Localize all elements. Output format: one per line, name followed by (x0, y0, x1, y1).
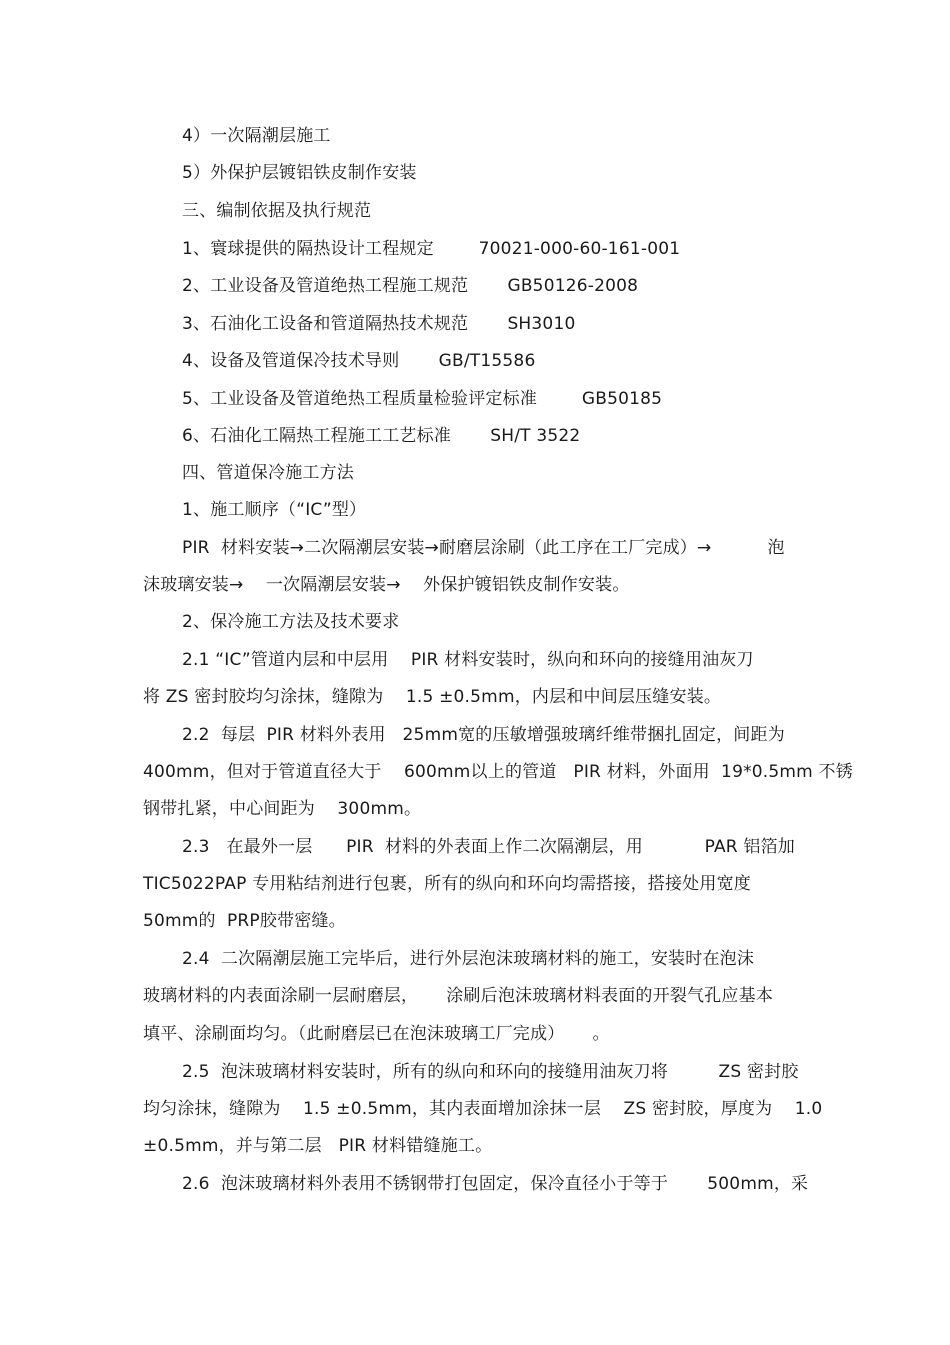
paragraph-line: 填平、涂刷面均匀。（此耐磨层已在泡沫玻璃工厂完成） 。 (143, 1024, 610, 1044)
paragraph-line: PIR 材料安装→二次隔潮层安装→耐磨层涂刷（此工序在工厂完成）→ 泡 (182, 538, 785, 558)
paragraph-line: ±0.5mm，并与第二层 PIR 材料错缝施工。 (143, 1136, 493, 1156)
paragraph-line: 2.3 在最外一层 PIR 材料的外表面上作二次隔潮层，用 PAR 铝箔加 (182, 837, 796, 857)
paragraph-line: 50mm的 PRP胶带密缝。 (143, 911, 346, 931)
paragraph-line: TIC5022PAP 专用粘结剂进行包裹，所有的纵向和环向均需搭接，搭接处用宽度 (143, 874, 751, 894)
paragraph-line: 将 ZS 密封胶均匀涂抹，缝隙为 1.5 ±0.5mm，内层和中间层压缝安装。 (143, 687, 722, 707)
paragraph-line: 2.6 泡沫玻璃材料外表用不锈钢带打包固定，保冷直径小于等于 500mm，采 (182, 1174, 809, 1194)
list-item-5: 5）外保护层镀铝铁皮制作安装 (182, 163, 417, 183)
subheading-sequence: 1、施工顺序（“IC”型） (182, 500, 367, 520)
section-heading-4: 四、管道保冷施工方法 (182, 463, 354, 483)
paragraph-line: 均匀涂抹，缝隙为 1.5 ±0.5mm，其内表面增加涂抹一层 ZS 密封胶，厚度为 1.0 (143, 1099, 823, 1119)
paragraph-line: 2.4 二次隔潮层施工完毕后，进行外层泡沫玻璃材料的施工，安装时在泡沫 (182, 949, 755, 969)
paragraph-line: 2.1 “IC”管道内层和中层用 PIR 材料安装时，纵向和环向的接缝用油灰刀 (182, 650, 754, 670)
section-heading-3: 三、编制依据及执行规范 (182, 201, 372, 221)
paragraph-line: 沫玻璃安装→ 一次隔潮层安装→ 外保护镀铝铁皮制作安装。 (143, 575, 630, 595)
subheading-methods: 2、保冷施工方法及技术要求 (182, 612, 400, 632)
standard-item-2: 2、工业设备及管道绝热工程施工规范 GB50126-2008 (182, 276, 639, 296)
standard-item-6: 6、石油化工隔热工程施工工艺标准 SH/T 3522 (182, 426, 581, 446)
paragraph-line: 2.5 泡沫玻璃材料安装时，所有的纵向和环向的接缝用油灰刀将 ZS 密封胶 (182, 1062, 799, 1082)
standard-item-3: 3、石油化工设备和管道隔热技术规范 SH3010 (182, 314, 576, 334)
standard-item-1: 1、寰球提供的隔热设计工程规定 70021-000-60-161-001 (182, 239, 681, 259)
paragraph-line: 钢带扎紧，中心间距为 300mm。 (143, 799, 422, 819)
paragraph-line: 400mm，但对于管道直径大于 600mm以上的管道 PIR 材料，外面用 19*0.5mm 不锈 (143, 762, 853, 782)
paragraph-line: 2.2 每层 PIR 材料外表用 25mm宽的压敏增强玻璃纤维带捆扎固定，间距为 (182, 725, 785, 745)
standard-item-5: 5、工业设备及管道绝热工程质量检验评定标准 GB50185 (182, 389, 663, 409)
paragraph-line: 玻璃材料的内表面涂刷一层耐磨层， 涂刷后泡沫玻璃材料表面的开裂气孔应基本 (143, 986, 774, 1006)
standard-item-4: 4、设备及管道保冷技术导则 GB/T15586 (182, 351, 536, 371)
list-item-4: 4）一次隔潮层施工 (182, 126, 331, 146)
